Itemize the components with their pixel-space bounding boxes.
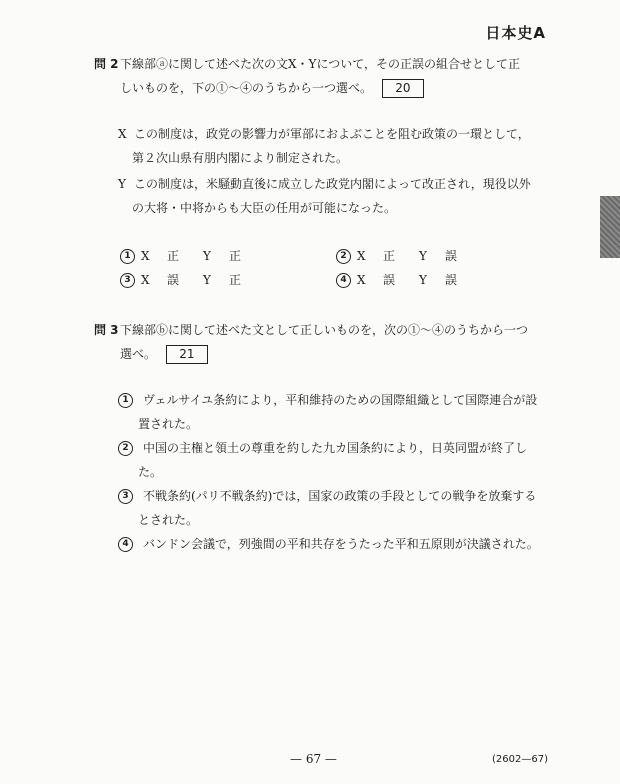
- choice-x-label: X: [357, 273, 366, 287]
- choice-y-value: 正: [229, 249, 242, 263]
- answer-box: 21: [166, 345, 208, 364]
- choice-3[interactable]: [120, 270, 241, 290]
- choice-1[interactable]: [120, 246, 241, 266]
- option-1[interactable]: [118, 388, 550, 436]
- choice-x-label: X: [141, 273, 150, 287]
- question-2: [96, 52, 550, 100]
- question-text-line2: [96, 342, 550, 366]
- statement-text: この制度は，米騒動直後に成立した政党内閣によって改正され，現役以外: [134, 177, 531, 191]
- statement-y: [118, 172, 548, 220]
- question-number: 問 3: [94, 323, 119, 337]
- choice-mark: 2: [336, 249, 351, 264]
- option-text: 中国の主権と領土の尊重を約した九カ国条約により，日英同盟が終了し: [143, 441, 528, 455]
- choice-x-label: X: [141, 249, 150, 263]
- option-mark: 2: [118, 441, 133, 456]
- option-text-cont: 置された。: [138, 417, 199, 431]
- choice-y-label: Y: [419, 273, 427, 287]
- option-text: バンドン会議で，列強間の平和共存をうたった平和五原則が決議された。: [143, 537, 539, 551]
- choice-y-label: Y: [203, 249, 211, 263]
- choice-x-value: 誤: [167, 273, 180, 287]
- option-mark: 4: [118, 537, 133, 552]
- answer-box: 20: [382, 79, 424, 98]
- statement-label: X: [118, 127, 127, 141]
- question-text-line1: 下線部ⓐに関して述べた次の文X・Yについて，その正誤の組合せとして正: [120, 57, 520, 71]
- statement-x: [118, 122, 548, 170]
- choice-x-value: 正: [383, 249, 396, 263]
- option-text: 不戦条約(パリ不戦条約)では，国家の政策の手段としての戦争を放棄する: [143, 489, 537, 503]
- option-text-cont: た。: [138, 465, 163, 479]
- question-text-line2-text: しいものを，下の①～④のうちから一つ選べ。: [120, 81, 373, 95]
- option-mark: 3: [118, 489, 133, 504]
- choice-mark: 3: [120, 273, 135, 288]
- option-text: ヴェルサイユ条約により，平和維持のための国際組織として国際連合が設: [143, 393, 538, 407]
- question-number: 問 2: [94, 57, 119, 71]
- page-code: (2602—67): [492, 754, 548, 765]
- choice-y-label: Y: [419, 249, 427, 263]
- choice-x-value: 正: [167, 249, 180, 263]
- question-text-line1: 下線部ⓑに関して述べた文として正しいものを，次の①～④のうちから一つ: [120, 323, 529, 337]
- statement-text-cont: 第２次山県有朋内閣により制定された。: [132, 151, 349, 165]
- question-text-line2-text: 選べ。: [120, 347, 157, 361]
- choice-2[interactable]: [336, 246, 457, 266]
- question-3: [96, 318, 550, 366]
- option-4[interactable]: [118, 532, 550, 556]
- option-2[interactable]: [118, 436, 550, 484]
- choice-x-label: X: [357, 249, 366, 263]
- statement-text-cont: の大将・中将からも大臣の任用が可能になった。: [132, 201, 397, 215]
- choice-4[interactable]: [336, 270, 457, 290]
- choice-y-value: 誤: [445, 249, 458, 263]
- option-3[interactable]: [118, 484, 550, 532]
- choice-x-value: 誤: [383, 273, 396, 287]
- choice-y-label: Y: [203, 273, 211, 287]
- choice-mark: 1: [120, 249, 135, 264]
- choice-mark: 4: [336, 273, 351, 288]
- option-text-cont: とされた。: [138, 513, 199, 527]
- option-mark: 1: [118, 393, 133, 408]
- question-text-line2: [96, 76, 550, 100]
- page-edge-tab: [600, 196, 620, 258]
- choice-y-value: 誤: [445, 273, 458, 287]
- subject-title: 日本史A: [485, 24, 546, 42]
- choice-y-value: 正: [229, 273, 242, 287]
- statement-label: Y: [118, 177, 126, 191]
- statement-text: この制度は，政党の影響力が軍部におよぶことを阻む政策の一環として，: [134, 127, 530, 141]
- page-number: — 67 —: [290, 752, 337, 766]
